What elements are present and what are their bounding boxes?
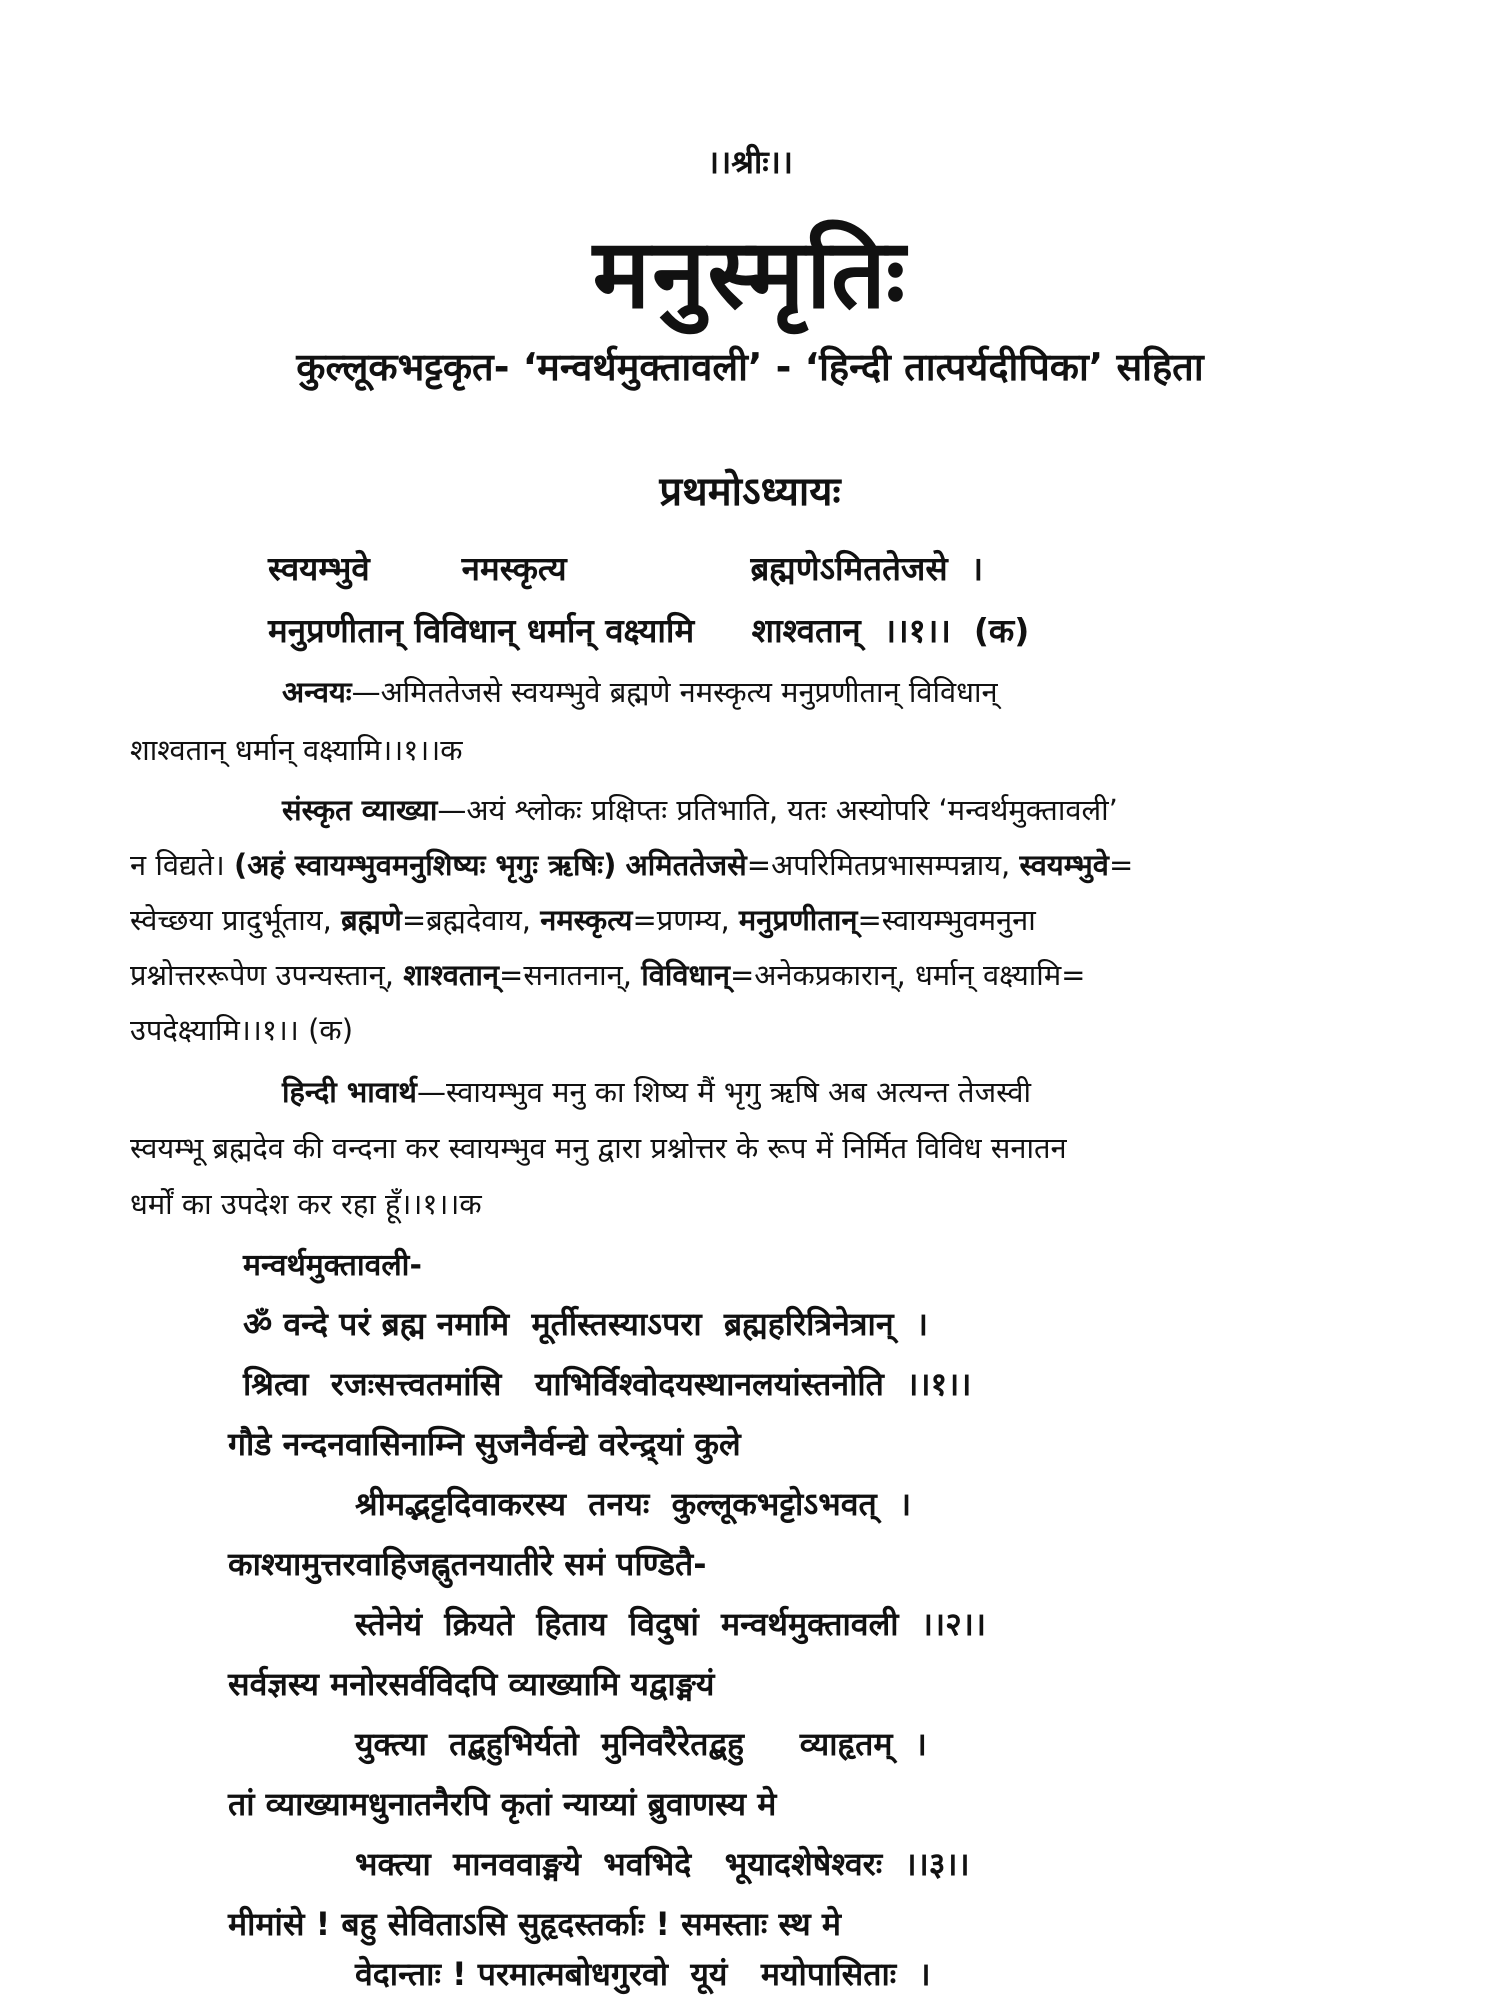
sanskrit-3a: स्वेच्छया प्रादुर्भूताय, bbox=[130, 903, 332, 937]
manvartha-line: भक्त्या मानववाङ्मये भवभिदे भूयादशेषेश्वरः ।।३।। bbox=[355, 1845, 970, 1883]
hindi-label: हिन्दी भावार्थ bbox=[282, 1075, 417, 1109]
sanskrit-4d: विविधान् bbox=[641, 958, 730, 992]
manvartha-line: श्रित्वा रजःसत्त्वतमांसि याभिर्विश्वोदयस्थानलयांस्तनोति ।।१।। bbox=[243, 1365, 972, 1403]
sanskrit-line-2 bbox=[130, 845, 1380, 884]
sanskrit-3e: =प्रणम्य, bbox=[632, 903, 730, 937]
hindi-text-1: —स्वायम्भुव मनु का शिष्य मैं भृगु ऋषि अब अत्यन्त तेजस्वी bbox=[416, 1075, 1032, 1109]
sanskrit-4b: शाश्वतान् bbox=[403, 958, 500, 992]
sanskrit-2b: (अहं स्वायम्भुवमनुशिष्यः भृगुः ऋषिः) bbox=[233, 848, 617, 882]
sanskrit-4c: =सनातनान्, bbox=[499, 958, 632, 992]
hindi-line-3: धर्मों का उपदेश कर रहा हूँ।।१।।क bbox=[130, 1187, 482, 1221]
manvartha-line: ॐ वन्दे परं ब्रह्म नमामि मूर्तीस्तस्याऽपरा ब्रह्महरित्रिनेत्रान् । bbox=[243, 1305, 929, 1343]
sanskrit-2d: =अपरिमितप्रभासम्पन्नाय, bbox=[746, 848, 1011, 882]
manvartha-line: स्तेनेयं क्रियते हिताय विदुषां मन्वर्थमुक्तावली ।।२।। bbox=[355, 1605, 986, 1643]
manvartha-line: युक्त्या तद्बहुभिर्यतो मुनिवरैरेतद्बहु व्याहृतम् । bbox=[355, 1725, 927, 1763]
manvartha-line: सर्वज्ञस्य मनोरसर्वविदपि व्याख्यामि यद्वाङ्मयं bbox=[228, 1665, 715, 1703]
sanskrit-3g: =स्वायम्भुवमनुना bbox=[857, 903, 1036, 937]
sanskrit-2c: अमिततेजसे bbox=[625, 848, 747, 882]
sanskrit-3c: =ब्रह्मदेवाय, bbox=[401, 903, 531, 937]
sanskrit-4e: =अनेकप्रकारान्, धर्मान् वक्ष्यामि= bbox=[729, 958, 1086, 992]
sanskrit-2f: = bbox=[1108, 848, 1134, 882]
invocation: ।।श्रीः।। bbox=[707, 143, 793, 181]
chapter-heading: प्रथमोऽध्यायः bbox=[659, 469, 841, 515]
anvaya-line-2: शाश्वतान् धर्मान् वक्ष्यामि।।१।।क bbox=[130, 733, 463, 767]
page-title: मनुस्मृतिः bbox=[592, 218, 908, 330]
verse-line-2: मनुप्रणीतान् विविधान् धर्मान् वक्ष्यामि शाश्वतान् ।।१।। (क) bbox=[268, 611, 1030, 650]
sanskrit-line-1 bbox=[282, 790, 1382, 829]
manvartha-line: काश्यामुत्तरवाहिजह्नुतनयातीरे समं पण्डितै- bbox=[228, 1545, 707, 1583]
sanskrit-line-5: उपदेक्ष्यामि।।१।। (क) bbox=[130, 1013, 354, 1047]
sanskrit-line-4 bbox=[130, 955, 1380, 994]
hindi-line-1 bbox=[282, 1072, 1382, 1111]
sanskrit-label: संस्कृत व्याख्या bbox=[282, 793, 438, 827]
anvaya-text-1: —अमिततेजसे स्वयम्भुवे ब्रह्मणे नमस्कृत्य मनुप्रणीतान् विविधान् bbox=[351, 675, 998, 709]
sanskrit-4a: प्रश्नोत्तररूपेण उपन्यस्तान्, bbox=[130, 958, 394, 992]
hindi-line-2: स्वयम्भू ब्रह्मदेव की वन्दना कर स्वायम्भुव मनु द्वारा प्रश्नोत्तर के रूप में निर्मित विविध सनातन bbox=[130, 1131, 1067, 1165]
sanskrit-2a: न विद्यते। bbox=[130, 848, 225, 882]
manvartha-line: वेदान्ताः ! परमात्मबोधगुरवो यूयं मयोपासिताः । bbox=[355, 1955, 931, 1993]
manvartha-line: गौडे नन्दनवासिनाम्नि सुजनैर्वन्द्ये वरेन्द्र्यां कुले bbox=[228, 1425, 741, 1463]
verse-line-1: स्वयम्भुवे नमस्कृत्य ब्रह्मणेऽमिततेजसे । bbox=[268, 549, 984, 588]
sanskrit-3d: नमस्कृत्य bbox=[540, 903, 633, 937]
manvartha-line: श्रीमद्भट्टदिवाकरस्य तनयः कुल्लूकभट्टोऽभवत् । bbox=[355, 1485, 912, 1523]
manvartha-heading: मन्वर्थमुक्तावली- bbox=[243, 1248, 422, 1283]
sanskrit-2e: स्वयम्भुवे bbox=[1019, 848, 1109, 882]
anvaya-label: अन्वयः bbox=[282, 675, 352, 709]
sanskrit-text-1: —अयं श्लोकः प्रक्षिप्तः प्रतिभाति, यतः अस्योपरि ‘मन्वर्थमुक्तावली’ bbox=[437, 793, 1118, 827]
anvaya-line-1 bbox=[282, 672, 1382, 711]
sanskrit-3b: ब्रह्मणे bbox=[341, 903, 402, 937]
sanskrit-3f: मनुप्रणीतान् bbox=[738, 903, 858, 937]
sanskrit-line-3 bbox=[130, 900, 1380, 939]
manvartha-line: तां व्याख्यामधुनातनैरपि कृतां न्याय्यां ब्रुवाणस्य मे bbox=[228, 1785, 777, 1823]
manvartha-line: मीमांसे ! बहु सेविताऽसि सुहृदस्तर्काः ! समस्ताः स्थ मे bbox=[228, 1905, 842, 1943]
subtitle: कुल्लूकभट्टकृत- ‘मन्वर्थमुक्तावली’ - ‘हिन्दी तात्पर्यदीपिका’ सहिता bbox=[296, 345, 1204, 389]
